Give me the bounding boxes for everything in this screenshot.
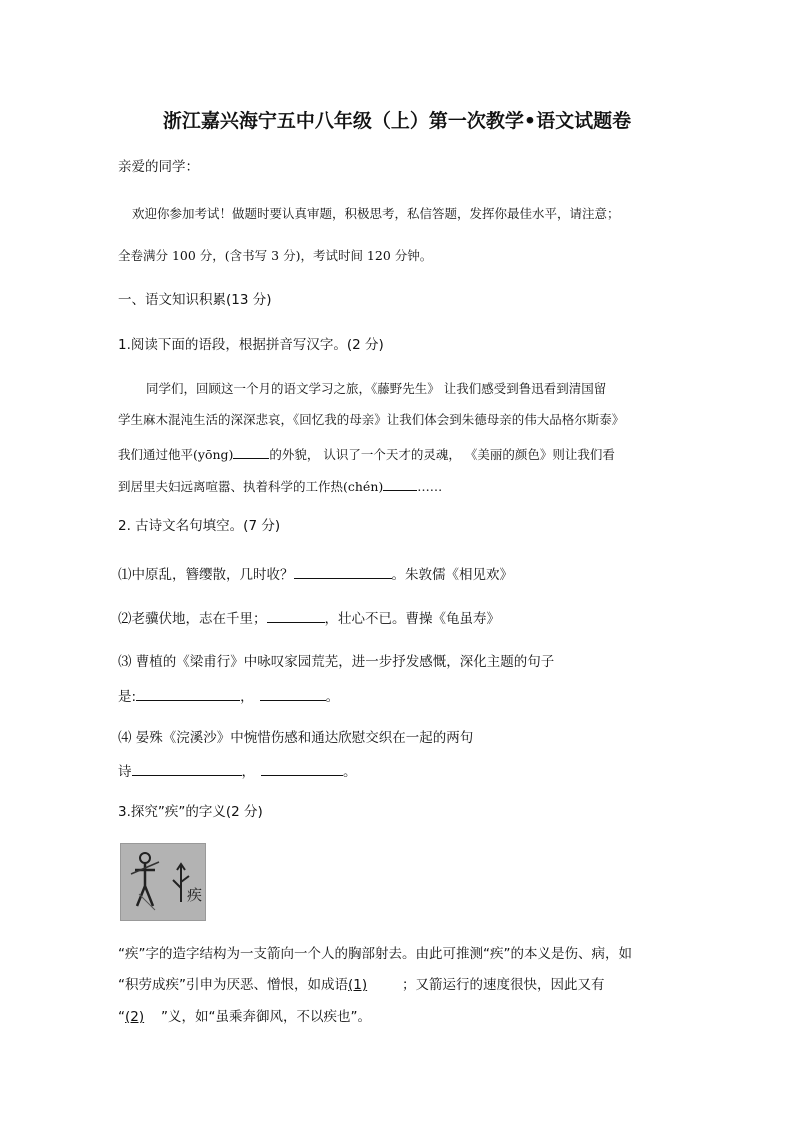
answer-blank-q3-1[interactable] [348,979,402,993]
q1-text: …… [417,479,443,494]
q3-text-line-2 [118,979,605,993]
q2-text: ， [240,689,254,705]
answer-blank-q2-3a[interactable] [136,688,240,701]
section-1-heading: 一、语文知识积累(13 分) [118,292,272,308]
q2-text: 。 [325,689,340,705]
q2-item-3-line-2 [118,688,339,705]
answer-blank-q2-3b[interactable] [260,688,326,701]
q3-text: “积劳成疾”引申为厌恶、憎恨，如成语 [118,977,348,993]
q3-text: “ [118,1009,125,1025]
q1-text: 的外貌， 认识了一个天才的灵魂， 《美丽的颜色》则让我们看 [269,447,615,462]
q2-text: 诗 [118,764,132,780]
q2-item-4-line-1: ⑷ 晏殊《浣溪沙》中惋惜伤感和通达欣慰交织在一起的两句 [118,730,474,746]
page-title: 浙江嘉兴海宁五中八年级（上）第一次教学•语文试题卷 [162,110,632,132]
q2-item-1 [118,566,513,583]
q1-paragraph-line-2: 学生麻木混沌生活的深深悲哀，《回忆我的母亲》让我们体会到朱德母亲的伟大品格尔斯泰》 [118,412,625,427]
q2-text: ，壮心不已。曹操《龟虽寿》 [324,611,500,627]
q2-item-3-line-1: ⑶ 曹植的《梁甫行》中咏叹家园荒芜，进一步抒发感慨，深化主题的句子 [118,654,555,670]
q1-paragraph-line-1: 同学们，回顾这一个月的语文学习之旅，《藤野先生》 让我们感受到鲁迅看到清国留 [146,381,607,396]
q2-text: 。朱敦儒《相见欢》 [391,567,513,583]
blank-number: (2) [125,1009,145,1025]
answer-blank-q2-1[interactable] [294,566,392,579]
q3-text-line-1: “疾”字的造字结构为一支箭向一个人的胸部射去。由此可推测“疾”的本义是伤、病，如 [118,946,632,962]
q1-paragraph-line-4 [118,478,442,494]
q1-text: 到居里夫妇远离喧嚣、执着科学的工作热(chén) [118,479,384,494]
blank-number: (1) [348,977,368,993]
q2-item-2 [118,610,500,627]
q1-title: 1.阅读下面的语段，根据拼音写汉字。(2 分) [118,337,384,353]
intro-line-1: 欢迎你参加考试！做题时要认真审题，积极思考，私信答题，发挥你最佳水平，请注意； [132,206,620,221]
q2-text: 。 [343,764,357,780]
q3-text: ；又箭运行的速度很快，因此又有 [402,977,605,993]
greeting: 亲爱的同学： [118,159,199,175]
q2-text: ， [241,764,255,780]
intro-line-2: 全卷满分 100 分，(含书写 3 分)，考试时间 120 分钟。 [118,248,433,263]
archer-figure-icon [121,844,205,920]
answer-blank-yong[interactable] [233,446,269,459]
q1-paragraph-line-3 [118,446,615,462]
answer-blank-q2-4b[interactable] [261,763,343,776]
answer-blank-chen[interactable] [383,478,417,491]
figure-char: 疾 [187,886,203,904]
oracle-bone-figure [120,843,206,921]
q3-title: 3.探究”疾”的字义(2 分) [118,804,263,820]
q2-text: 是: [118,689,137,705]
q2-text: ⑴中原乱，簪缨散，几时收？ [118,567,294,583]
q2-text: ⑵老骥伏地，志在千里； [118,611,267,627]
answer-blank-q2-2[interactable] [267,610,325,623]
q1-text: 我们通过他平(yōng) [118,447,234,462]
q3-text-line-3 [118,1011,371,1025]
q3-text: ”义，如“虽乘奔御风，不以疾也”。 [161,1009,371,1025]
q2-item-4-line-2 [118,763,357,780]
answer-blank-q2-4a[interactable] [132,763,242,776]
q2-title: 2. 古诗文名句填空。(7 分) [118,518,281,534]
answer-blank-q3-2[interactable] [125,1011,161,1025]
